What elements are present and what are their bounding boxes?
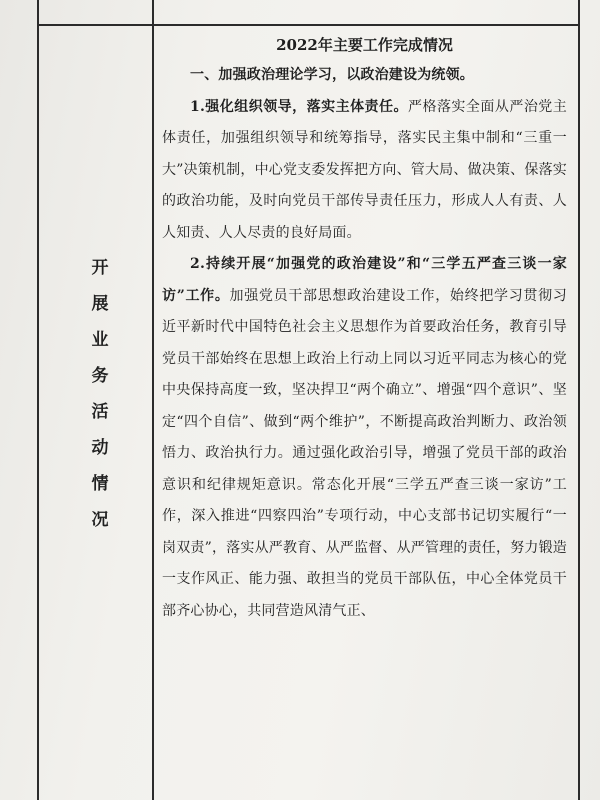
table-border-right	[578, 0, 580, 800]
row-label-char: 活	[91, 402, 109, 422]
row-label-char: 情	[91, 474, 109, 494]
item-1-heading: 1.强化组织领导，落实主体责任。	[190, 98, 408, 115]
row-label-char: 动	[91, 438, 109, 458]
row-label-char: 况	[91, 510, 109, 530]
table-content-cell	[162, 34, 567, 627]
paragraph-item-1	[162, 92, 567, 250]
table-column-divider	[152, 0, 154, 800]
table-border-top	[37, 24, 580, 26]
row-label-char: 务	[91, 366, 109, 386]
table-border-left	[37, 0, 39, 800]
section-heading-text: 一、加强政治理论学习，以政治建设为统领。	[190, 67, 474, 83]
section-heading	[162, 60, 567, 92]
paragraph-item-2	[162, 249, 567, 627]
item-1-body: 严格落实全面从严治党主体责任，加强组织领导和统筹指导，落实民主集中制和“三重一大”决策机制，中心党支委发挥把方向、管大局、做决策、保落实的政治功能，及时向党员干部传导责任压力，形成人人有责、人人知责、人人尽责的良好局面。	[162, 98, 567, 241]
document-title: 2022年主要工作完成情况	[276, 36, 453, 54]
row-label-char: 展	[91, 294, 109, 314]
row-label-char: 业	[91, 330, 109, 350]
row-label-char: 开	[91, 258, 109, 278]
item-2-heading: 2.持续开展“加强党的政治建设”和“三学五严查三谈一家访”工作。	[162, 256, 567, 304]
item-2-body: 加强党员干部思想政治建设工作，始终把学习贯彻习近平新时代中国特色社会主义思想作为首要政治任务，教育引导党员干部始终在思想上政治上行动上同以习近平同志为核心的党中央保持高度一致，坚决捍卫“两个确立”、增强“四个意识”、坚定“四个自信”、做到“两个维护”，不断提高政治判断力、政治领悟力、政治执行力。通过强化政治引导，增强了党员干部的政治意识和纪律规矩意识。常态化开展“三学五严查三谈一家访”工作，深入推进“四察四治”专项行动，中心支部书记切实履行“一岗双责”，落实从严教育、从严监督、从严管理的责任，努力锻造一支作风正、能力强、敢担当的党员干部队伍，中心全体党员干部齐心协心，共同营造风清气正、	[162, 287, 567, 619]
row-label-vertical	[70, 250, 130, 538]
